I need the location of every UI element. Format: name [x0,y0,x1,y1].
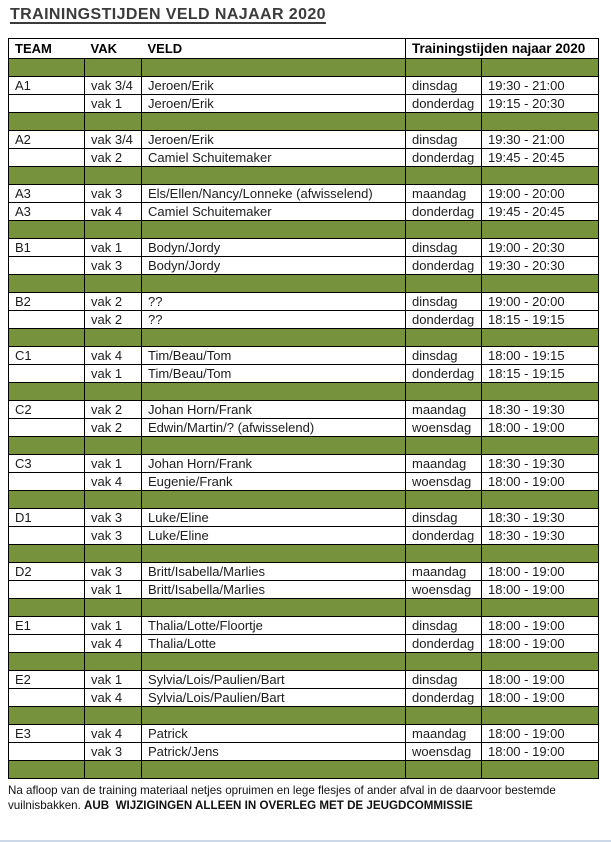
separator-cell [406,653,482,671]
separator-cell [142,491,406,509]
time-cell: 19:30 - 21:00 [482,131,599,149]
separator-cell [142,275,406,293]
separator-cell [85,275,142,293]
separator-cell [9,167,85,185]
schedule-row [9,95,599,113]
vak-cell: vak 3 [85,509,142,527]
schedule-row [9,77,599,95]
schedule-row [9,401,599,419]
time-cell: 18:00 - 19:00 [482,473,599,491]
separator-cell [482,167,599,185]
day-cell: donderdag [406,149,482,167]
separator-cell [406,707,482,725]
page-title: TRAININGSTIJDEN VELD NAJAAR 2020 [10,6,326,23]
separator-cell [482,761,599,779]
day-cell: woensdag [406,581,482,599]
team-cell [9,689,85,707]
separator-row [9,383,599,401]
separator-cell [406,221,482,239]
separator-cell [9,383,85,401]
separator-cell [9,707,85,725]
separator-cell [85,707,142,725]
team-cell: C1 [9,347,85,365]
day-cell: dinsdag [406,131,482,149]
schedule-row [9,455,599,473]
separator-cell [85,761,142,779]
schedule-row [9,725,599,743]
time-cell: 19:00 - 20:00 [482,293,599,311]
day-cell: donderdag [406,203,482,221]
team-cell: C3 [9,455,85,473]
separator-cell [482,545,599,563]
time-cell: 18:30 - 19:30 [482,527,599,545]
schedule-row [9,311,599,329]
day-cell: maandag [406,185,482,203]
veld-cell: Bodyn/Jordy [142,239,406,257]
veld-cell: Jeroen/Erik [142,131,406,149]
day-cell: dinsdag [406,347,482,365]
time-cell: 18:30 - 19:30 [482,401,599,419]
separator-row [9,437,599,455]
vak-cell: vak 3 [85,257,142,275]
vak-cell: vak 3 [85,527,142,545]
vak-cell: vak 2 [85,419,142,437]
separator-cell [482,437,599,455]
separator-cell [85,167,142,185]
team-cell: E1 [9,617,85,635]
day-cell: dinsdag [406,617,482,635]
day-cell: maandag [406,563,482,581]
separator-cell [482,275,599,293]
table-body [9,39,599,779]
day-cell: dinsdag [406,509,482,527]
separator-cell [406,545,482,563]
footer-note [8,784,593,814]
separator-row [9,167,599,185]
separator-cell [142,167,406,185]
veld-cell: Jeroen/Erik [142,77,406,95]
schedule-row [9,635,599,653]
vak-cell: vak 3 [85,563,142,581]
team-cell [9,149,85,167]
veld-cell: Els/Ellen/Nancy/Lonneke (afwisselend) [142,185,406,203]
vak-cell: vak 3/4 [85,77,142,95]
separator-row [9,491,599,509]
schedule-row [9,473,599,491]
separator-cell [9,491,85,509]
schedule-row [9,743,599,761]
separator-cell [482,653,599,671]
separator-cell [406,167,482,185]
day-cell: dinsdag [406,77,482,95]
veld-cell: Luke/Eline [142,527,406,545]
team-cell: A3 [9,185,85,203]
time-cell: 19:30 - 21:00 [482,77,599,95]
schedule-row [9,689,599,707]
training-schedule-table [8,38,599,779]
separator-cell [85,437,142,455]
veld-cell: Jeroen/Erik [142,95,406,113]
vak-cell: vak 1 [85,617,142,635]
vak-cell: vak 4 [85,725,142,743]
separator-cell [85,329,142,347]
team-cell: D2 [9,563,85,581]
header-team: TEAM [9,39,85,59]
header-vak: VAK [85,39,142,59]
footer-note-normal: Na afloop van de training materiaal netjes opruimen en lege flesjes of ander afval in de daarvoor bestemde vuilnisbakken. [8,784,556,812]
schedule-row [9,527,599,545]
schedule-row [9,149,599,167]
day-cell: dinsdag [406,293,482,311]
separator-cell [482,221,599,239]
veld-cell: ?? [142,311,406,329]
separator-cell [9,599,85,617]
separator-cell [482,113,599,131]
vak-cell: vak 4 [85,689,142,707]
team-cell [9,581,85,599]
separator-cell [142,383,406,401]
team-cell [9,257,85,275]
separator-row [9,761,599,779]
separator-cell [85,599,142,617]
time-cell: 18:00 - 19:00 [482,725,599,743]
team-cell [9,419,85,437]
header-tijden: Trainingstijden najaar 2020 [406,39,599,59]
separator-cell [9,221,85,239]
veld-cell: Camiel Schuitemaker [142,203,406,221]
time-cell: 19:45 - 20:45 [482,149,599,167]
team-cell [9,473,85,491]
separator-cell [9,113,85,131]
veld-cell: Britt/Isabella/Marlies [142,581,406,599]
vak-cell: vak 2 [85,401,142,419]
veld-cell: ?? [142,293,406,311]
schedule-row [9,617,599,635]
team-cell [9,365,85,383]
time-cell: 19:15 - 20:30 [482,95,599,113]
header-veld: VELD [142,39,406,59]
day-cell: donderdag [406,311,482,329]
separator-cell [85,653,142,671]
separator-cell [142,599,406,617]
veld-cell: Sylvia/Lois/Paulien/Bart [142,689,406,707]
separator-cell [85,383,142,401]
schedule-row [9,185,599,203]
separator-row [9,707,599,725]
veld-cell: Patrick/Jens [142,743,406,761]
schedule-row [9,365,599,383]
team-cell: A3 [9,203,85,221]
schedule-row [9,131,599,149]
vak-cell: vak 4 [85,473,142,491]
veld-cell: Johan Horn/Frank [142,401,406,419]
time-cell: 18:30 - 19:30 [482,455,599,473]
time-cell: 18:00 - 19:00 [482,635,599,653]
schedule-row [9,509,599,527]
veld-cell: Britt/Isabella/Marlies [142,563,406,581]
separator-cell [9,545,85,563]
team-cell [9,311,85,329]
team-cell: E3 [9,725,85,743]
day-cell: dinsdag [406,671,482,689]
day-cell: donderdag [406,527,482,545]
time-cell: 18:00 - 19:00 [482,419,599,437]
separator-cell [482,383,599,401]
team-cell: B2 [9,293,85,311]
time-cell: 18:15 - 19:15 [482,311,599,329]
day-cell: maandag [406,455,482,473]
vak-cell: vak 4 [85,347,142,365]
separator-cell [482,491,599,509]
time-cell: 18:00 - 19:00 [482,563,599,581]
separator-cell [406,599,482,617]
team-cell: A1 [9,77,85,95]
day-cell: donderdag [406,635,482,653]
separator-cell [142,59,406,77]
team-cell: C2 [9,401,85,419]
team-cell: E2 [9,671,85,689]
vak-cell: vak 4 [85,635,142,653]
day-cell: donderdag [406,95,482,113]
vak-cell: vak 2 [85,293,142,311]
team-cell: A2 [9,131,85,149]
day-cell: donderdag [406,257,482,275]
separator-row [9,59,599,77]
day-cell: woensdag [406,743,482,761]
veld-cell: Eugenie/Frank [142,473,406,491]
vak-cell: vak 1 [85,455,142,473]
time-cell: 18:00 - 19:00 [482,581,599,599]
veld-cell: Sylvia/Lois/Paulien/Bart [142,671,406,689]
separator-cell [142,707,406,725]
separator-row [9,545,599,563]
day-cell: donderdag [406,365,482,383]
separator-cell [85,59,142,77]
day-cell: dinsdag [406,239,482,257]
separator-cell [142,221,406,239]
schedule-row [9,563,599,581]
separator-cell [9,59,85,77]
separator-cell [9,437,85,455]
veld-cell: Luke/Eline [142,509,406,527]
separator-row [9,329,599,347]
separator-cell [406,59,482,77]
separator-cell [9,275,85,293]
schedule-row [9,581,599,599]
veld-cell: Bodyn/Jordy [142,257,406,275]
time-cell: 19:00 - 20:30 [482,239,599,257]
schedule-row [9,347,599,365]
time-cell: 19:30 - 20:30 [482,257,599,275]
time-cell: 18:00 - 19:00 [482,689,599,707]
day-cell: woensdag [406,473,482,491]
team-cell: D1 [9,509,85,527]
schedule-row [9,203,599,221]
vak-cell: vak 4 [85,203,142,221]
team-cell [9,635,85,653]
veld-cell: Camiel Schuitemaker [142,149,406,167]
time-cell: 19:45 - 20:45 [482,203,599,221]
separator-cell [142,113,406,131]
separator-cell [9,761,85,779]
separator-cell [406,113,482,131]
table-header-row [9,39,599,59]
separator-row [9,653,599,671]
vak-cell: vak 1 [85,239,142,257]
separator-cell [85,221,142,239]
separator-cell [406,491,482,509]
veld-cell: Tim/Beau/Tom [142,365,406,383]
separator-cell [482,707,599,725]
vak-cell: vak 1 [85,581,142,599]
separator-cell [85,491,142,509]
team-cell [9,95,85,113]
separator-cell [9,329,85,347]
schedule-row [9,239,599,257]
veld-cell: Patrick [142,725,406,743]
vak-cell: vak 2 [85,311,142,329]
time-cell: 18:00 - 19:00 [482,617,599,635]
separator-cell [406,383,482,401]
schedule-row [9,257,599,275]
vak-cell: vak 3 [85,743,142,761]
team-cell [9,743,85,761]
veld-cell: Tim/Beau/Tom [142,347,406,365]
day-cell: maandag [406,401,482,419]
vak-cell: vak 3 [85,185,142,203]
team-cell [9,527,85,545]
separator-cell [142,437,406,455]
separator-row [9,275,599,293]
vak-cell: vak 3/4 [85,131,142,149]
time-cell: 18:15 - 19:15 [482,365,599,383]
separator-row [9,599,599,617]
time-cell: 18:00 - 19:00 [482,743,599,761]
separator-cell [406,437,482,455]
schedule-row [9,419,599,437]
separator-cell [482,599,599,617]
footer-note-bold: AUB WIJZIGINGEN ALLEEN IN OVERLEG MET DE JEUGDCOMMISSIE [84,798,473,812]
separator-cell [406,329,482,347]
day-cell: maandag [406,725,482,743]
separator-cell [142,329,406,347]
veld-cell: Thalia/Lotte [142,635,406,653]
separator-cell [9,653,85,671]
veld-cell: Thalia/Lotte/Floortje [142,617,406,635]
separator-cell [85,113,142,131]
vak-cell: vak 1 [85,671,142,689]
veld-cell: Johan Horn/Frank [142,455,406,473]
team-cell: B1 [9,239,85,257]
separator-cell [406,275,482,293]
separator-cell [406,761,482,779]
separator-cell [142,653,406,671]
schedule-row [9,293,599,311]
time-cell: 19:00 - 20:00 [482,185,599,203]
separator-cell [142,761,406,779]
time-cell: 18:00 - 19:15 [482,347,599,365]
day-cell: woensdag [406,419,482,437]
time-cell: 18:30 - 19:30 [482,509,599,527]
separator-row [9,221,599,239]
separator-cell [482,59,599,77]
time-cell: 18:00 - 19:00 [482,671,599,689]
separator-cell [85,545,142,563]
day-cell: donderdag [406,689,482,707]
schedule-row [9,671,599,689]
separator-cell [142,545,406,563]
vak-cell: vak 1 [85,365,142,383]
separator-cell [482,329,599,347]
veld-cell: Edwin/Martin/? (afwisselend) [142,419,406,437]
separator-row [9,113,599,131]
vak-cell: vak 1 [85,95,142,113]
vak-cell: vak 2 [85,149,142,167]
